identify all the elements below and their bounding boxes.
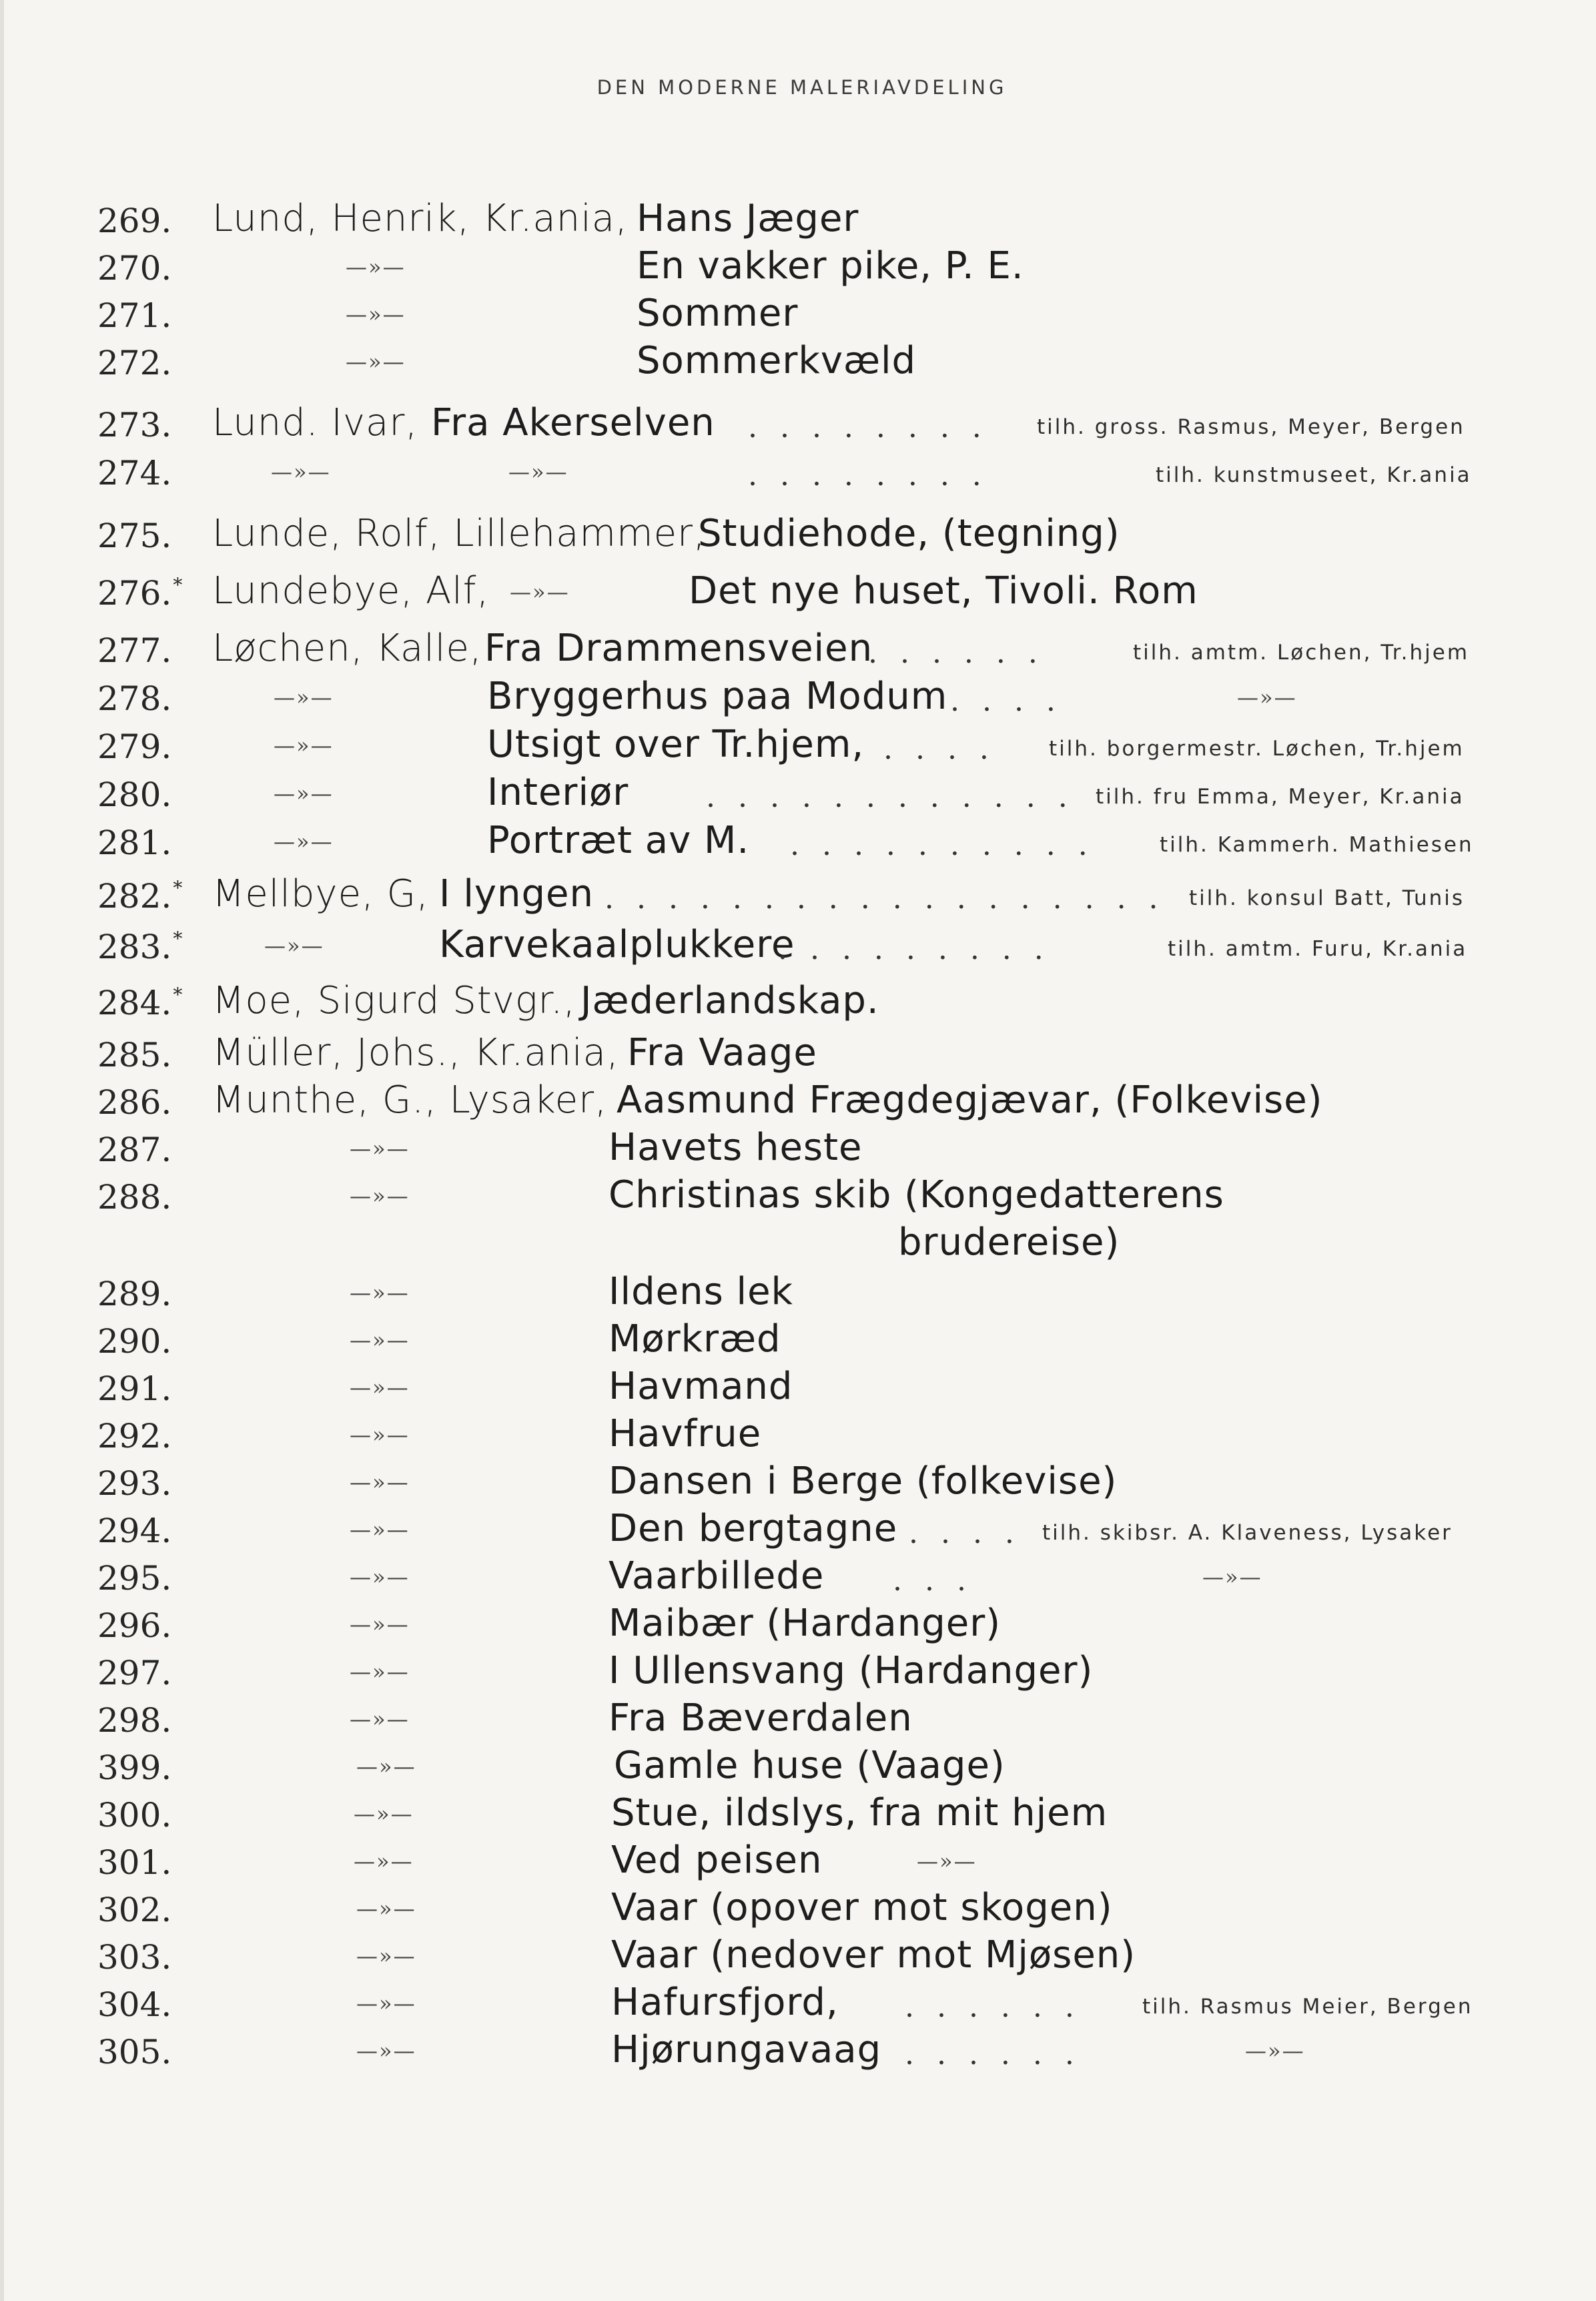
- catalog-entry: [4, 1980, 1596, 2028]
- ditto-mark: —»—: [274, 733, 334, 758]
- entry-number: 291.: [97, 1369, 172, 1408]
- leader-dots: . . . .: [883, 732, 995, 766]
- entry-number: 287.: [97, 1130, 172, 1169]
- leader-dots: . . . . . . . . .: [778, 932, 1050, 966]
- leader-dots: . . . . . . . . . . . . . . . . . .: [605, 882, 1165, 916]
- leader-dots: . . . .: [950, 684, 1062, 718]
- artwork-title: Aasmund Frægdegjævar, (Folkevise): [617, 1078, 1323, 1122]
- entry-number: 269.: [97, 202, 172, 240]
- owner-info: tilh. fru Emma, Meyer, Kr.ania: [1096, 785, 1465, 809]
- leader-dots: . . . . . .: [905, 2037, 1081, 2071]
- leader-dots: . . . . . . . .: [748, 458, 988, 492]
- ditto-mark: —»—: [350, 1612, 410, 1637]
- ditto-mark: —»—: [917, 1849, 977, 1874]
- artwork-title: Fra Drammensveien: [484, 627, 873, 670]
- ditto-mark: —»—: [1237, 685, 1297, 710]
- catalog-entry: [4, 1317, 1596, 1365]
- entry-number: 271.: [97, 296, 172, 335]
- catalog-entry: [4, 1078, 1596, 1126]
- artwork-title: Ildens lek: [609, 1270, 793, 1313]
- entry-number: 280.: [97, 775, 172, 814]
- artwork-title: I lyngen: [439, 872, 594, 916]
- owner-info: tilh. kunstmuseet, Kr.ania: [1156, 463, 1472, 487]
- entry-number: 270.: [97, 249, 172, 288]
- catalog-entry: [4, 196, 1596, 244]
- artwork-title: Den bergtagne: [609, 1507, 898, 1550]
- catalog-entry: [4, 400, 1596, 448]
- entry-number: 300.: [97, 1796, 172, 1835]
- artwork-title: Sommer: [637, 292, 799, 335]
- ditto-mark: —»—: [346, 302, 406, 327]
- catalog-entry: [4, 1459, 1596, 1507]
- artwork-title: Utsigt over Tr.hjem,: [487, 723, 865, 766]
- ditto-mark: —»—: [350, 1327, 410, 1353]
- entry-number: 298.: [97, 1701, 172, 1740]
- leader-dots: . . . . . . . .: [748, 410, 988, 444]
- catalog-entry: [4, 244, 1596, 292]
- entry-number: 273.: [97, 406, 172, 444]
- entry-number: 302.: [97, 1891, 172, 1929]
- artwork-title: Hans Jæger: [637, 197, 859, 240]
- artwork-title: Vaarbillede: [609, 1554, 825, 1598]
- entry-number: 275.: [97, 517, 172, 555]
- entry-number: 288.: [97, 1178, 172, 1217]
- ditto-mark: —»—: [508, 459, 568, 484]
- entry-number: 272.: [97, 344, 172, 382]
- artwork-title: Christinas skib (Kongedatterens: [609, 1173, 1224, 1217]
- ditto-mark: —»—: [274, 781, 334, 806]
- ditto-mark: —»—: [350, 1280, 410, 1305]
- catalog-entry: [4, 1696, 1596, 1744]
- ditto-mark: —»—: [354, 1849, 414, 1874]
- catalog-entry: [4, 569, 1596, 617]
- catalog-entry: [4, 722, 1596, 770]
- ditto-mark: —»—: [350, 1564, 410, 1590]
- artist-name: Munthe, G., Lysaker,: [212, 1078, 608, 1122]
- artwork-title: Karvekaalplukkere: [439, 923, 795, 966]
- ditto-mark: —»—: [350, 1422, 410, 1447]
- entry-number: 290.: [97, 1322, 172, 1361]
- ditto-mark: —»—: [356, 1991, 416, 2016]
- entry-number: 286.: [97, 1083, 172, 1122]
- artist-name: Müller, Johs., Kr.ania,: [212, 1031, 619, 1074]
- artwork-title: Bryggerhus paa Modum: [487, 675, 948, 718]
- entry-number: 274.: [97, 454, 172, 492]
- artwork-title: brudereise): [898, 1221, 1120, 1264]
- catalog-entry: [4, 1838, 1596, 1886]
- artwork-title: Portræt av M.: [487, 819, 750, 862]
- owner-info: tilh. Rasmus Meier, Bergen: [1142, 1995, 1473, 2019]
- artwork-title: Mørkræd: [609, 1317, 781, 1361]
- artwork-title: Havfrue: [609, 1412, 762, 1455]
- entry-number: 282.*: [97, 877, 183, 916]
- artwork-title: I Ullensvang (Hardanger): [609, 1649, 1094, 1692]
- catalog-entry: [4, 872, 1596, 920]
- artwork-title: Hjørungavaag: [611, 2028, 882, 2071]
- artist-name: Lundebye, Alf,: [212, 569, 490, 613]
- artwork-title: Gamle huse (Vaage): [614, 1744, 1006, 1787]
- catalog-entry: [4, 1601, 1596, 1649]
- catalog-entry: [4, 511, 1596, 559]
- artwork-title: En vakker pike, P. E.: [637, 244, 1024, 288]
- entry-number: 293.: [97, 1464, 172, 1503]
- artwork-title: Studiehode, (tegning): [698, 512, 1120, 555]
- leader-dots: . . . . . .: [868, 636, 1044, 670]
- artwork-title: Interiør: [487, 771, 629, 814]
- ditto-mark: —»—: [350, 1136, 410, 1161]
- ditto-mark: —»—: [510, 579, 570, 605]
- artwork-title: Havets heste: [609, 1126, 863, 1169]
- ditto-mark: —»—: [1202, 1564, 1262, 1590]
- owner-info: tilh. borgermestr. Løchen, Tr.hjem: [1049, 737, 1465, 761]
- leader-dots: . . .: [893, 1564, 973, 1598]
- owner-info: tilh. skibsr. A. Klaveness, Lysaker: [1042, 1521, 1453, 1545]
- catalog-entry: [4, 1411, 1596, 1459]
- artwork-title: Vaar (nedover mot Mjøsen): [611, 1933, 1136, 1977]
- artwork-title: Jæderlandskap.: [580, 979, 879, 1022]
- ditto-mark: —»—: [356, 1943, 416, 1969]
- catalog-entry-continued: [4, 1220, 1596, 1268]
- entry-number: 295.: [97, 1559, 172, 1598]
- catalog-entry: [4, 338, 1596, 386]
- owner-info: tilh. amtm. Furu, Kr.ania: [1168, 937, 1468, 961]
- artist-name: Lund. Ivar,: [212, 401, 418, 444]
- entry-number: 279.: [97, 727, 172, 766]
- leader-dots: . . . .: [909, 1516, 1021, 1550]
- entry-number: 276.*: [97, 574, 183, 613]
- owner-info: tilh. amtm. Løchen, Tr.hjem: [1133, 641, 1470, 665]
- entry-number: 283.*: [97, 928, 183, 966]
- entry-number: 278.: [97, 679, 172, 718]
- entry-number: 297.: [97, 1654, 172, 1692]
- owner-info: tilh. Kammerh. Mathiesen: [1160, 833, 1474, 857]
- ditto-mark: —»—: [350, 1375, 410, 1400]
- entry-number: 281.: [97, 824, 172, 862]
- artist-name: Lund, Henrik, Kr.ania,: [212, 197, 628, 240]
- catalog-entry: [4, 1506, 1596, 1554]
- catalog-entry: [4, 978, 1596, 1026]
- entry-number: 301.: [97, 1843, 172, 1882]
- catalog-entry: [4, 674, 1596, 722]
- artist-name: Lunde, Rolf, Lillehammer,: [212, 512, 706, 555]
- owner-info: tilh. konsul Batt, Tunis: [1189, 886, 1465, 910]
- ditto-mark: —»—: [271, 459, 331, 484]
- entry-number: 284.*: [97, 984, 183, 1022]
- ditto-mark: —»—: [350, 1183, 410, 1209]
- artwork-title: Det nye huset, Tivoli. Rom: [689, 569, 1198, 613]
- artwork-title: Stue, ildslys, fra mit hjem: [611, 1791, 1108, 1835]
- catalog-entry: [4, 1173, 1596, 1221]
- ditto-mark: —»—: [346, 349, 406, 374]
- ditto-mark: —»—: [274, 685, 334, 710]
- artwork-title: Hafursfjord,: [611, 1981, 839, 2024]
- ditto-mark: —»—: [356, 1754, 416, 1779]
- ditto-mark: —»—: [356, 2038, 416, 2063]
- artwork-title: Dansen i Berge (folkevise): [609, 1459, 1118, 1503]
- ditto-mark: —»—: [356, 1896, 416, 1921]
- catalog-entry: [4, 448, 1596, 497]
- ditto-mark: —»—: [350, 1706, 410, 1732]
- artwork-title: Sommerkvæld: [637, 339, 917, 382]
- entry-number: 289.: [97, 1275, 172, 1313]
- artist-name: Løchen, Kalle,: [212, 627, 482, 670]
- ditto-mark: —»—: [350, 1469, 410, 1495]
- artwork-title: Havmand: [609, 1365, 793, 1408]
- catalog-entry: [4, 1125, 1596, 1173]
- artwork-title: Ved peisen: [611, 1839, 823, 1882]
- page-header: DEN MODERNE MALERIAVDELING: [596, 76, 1008, 99]
- catalog-entry: [4, 1269, 1596, 1317]
- catalog-entry: [4, 1554, 1596, 1602]
- entry-number: 303.: [97, 1938, 172, 1977]
- ditto-mark: —»—: [350, 1517, 410, 1542]
- catalog-entry: [4, 922, 1596, 970]
- ditto-mark: —»—: [346, 254, 406, 280]
- leader-dots: . . . . . . . . . . . .: [706, 780, 1074, 814]
- catalog-entry: [4, 770, 1596, 818]
- catalog-entry: [4, 1933, 1596, 1981]
- entry-number: 399.: [97, 1748, 172, 1787]
- artwork-title: Fra Vaage: [627, 1031, 817, 1074]
- artist-name: Mellbye, G,: [212, 872, 429, 916]
- entry-number: 292.: [97, 1417, 172, 1455]
- owner-info: tilh. gross. Rasmus, Meyer, Bergen: [1037, 415, 1465, 439]
- catalog-entry: [4, 1743, 1596, 1791]
- ditto-mark: —»—: [350, 1659, 410, 1684]
- entry-number: 304.: [97, 1985, 172, 2024]
- ditto-mark: —»—: [274, 829, 334, 854]
- ditto-mark: —»—: [264, 933, 324, 958]
- catalog-entry: [4, 818, 1596, 866]
- catalog-entry: [4, 1364, 1596, 1412]
- leader-dots: . . . . . .: [905, 1990, 1081, 2024]
- artwork-title: Vaar (opover mot skogen): [611, 1886, 1113, 1929]
- catalog-entry: [4, 1030, 1596, 1078]
- catalog-entry: [4, 626, 1596, 674]
- leader-dots: . . . . . . . . . .: [790, 828, 1094, 862]
- artwork-title: Fra Bæverdalen: [609, 1696, 913, 1740]
- ditto-mark: —»—: [1245, 2038, 1305, 2063]
- catalog-entry: [4, 291, 1596, 339]
- entry-number: 296.: [97, 1606, 172, 1645]
- catalog-entry: [4, 1885, 1596, 1933]
- artist-name: Moe, Sigurd Stvgr.,: [212, 979, 576, 1022]
- entry-number: 294.: [97, 1512, 172, 1550]
- entry-number: 277.: [97, 631, 172, 670]
- artwork-title: Fra Akerselven: [431, 401, 715, 444]
- artwork-title: Maibær (Hardanger): [609, 1602, 1002, 1645]
- entry-number: 305.: [97, 2033, 172, 2071]
- entry-number: 285.: [97, 1036, 172, 1074]
- catalog-entry: [4, 1790, 1596, 1839]
- ditto-mark: —»—: [354, 1801, 414, 1827]
- catalog-entry: [4, 1648, 1596, 1696]
- catalog-entry: [4, 2027, 1596, 2075]
